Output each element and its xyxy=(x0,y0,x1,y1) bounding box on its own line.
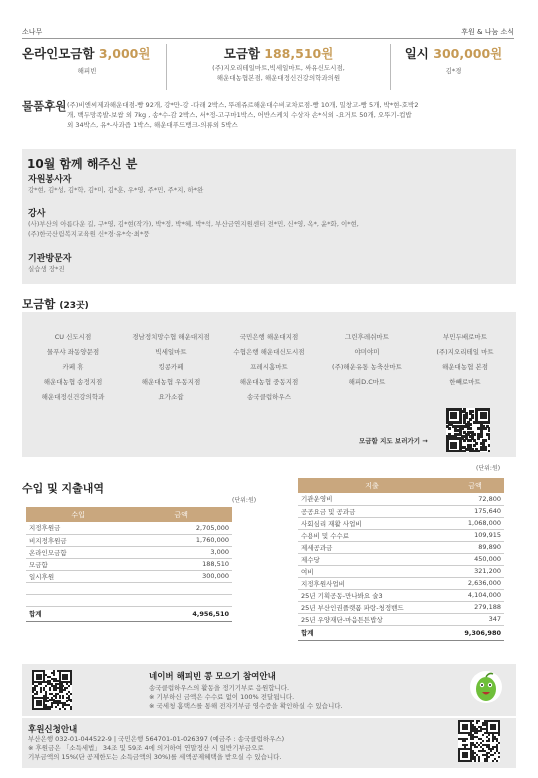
naver-line: ※ 국세청 홈택스를 통해 전자기부금 영수증을 확인하실 수 있습니다. xyxy=(149,702,343,710)
row-label: 지정후원사업비 xyxy=(298,577,446,589)
row-amount: 89,890 xyxy=(446,541,504,553)
box-location: 해운대정신건강의학과 xyxy=(41,393,105,401)
boxes-heading xyxy=(22,296,89,312)
row-label: 제세공과금 xyxy=(298,541,446,553)
summary-amount: 300,000원 xyxy=(433,46,503,61)
empty-row xyxy=(26,594,232,606)
table-row xyxy=(298,613,504,625)
row-amount: 72,800 xyxy=(446,493,504,505)
visitors-text: 실습생 장*진 xyxy=(28,265,65,273)
row-label: 일시후원 xyxy=(26,570,130,582)
row-label: 기관운영비 xyxy=(298,493,446,505)
box-location: 야미야미 xyxy=(354,348,380,356)
row-label: 모금함 xyxy=(26,558,130,570)
table-row xyxy=(298,601,504,613)
box-location: 부민두배로마트 xyxy=(443,333,487,341)
table-row xyxy=(298,517,504,529)
row-amount: 2,636,000 xyxy=(446,577,504,589)
row-amount: 3,000 xyxy=(130,546,232,558)
qr-code-icon[interactable] xyxy=(32,670,72,710)
visitors-section xyxy=(28,251,508,274)
naver-panel xyxy=(22,664,516,716)
goods-line: 개, 백두망족발-보쌈 외 7kg , 송*수-감 2박스, 서*정-고구마1박스, 어반스케치 수상자 손*식외 -요거트 50개, 오뚜기-컵밥 xyxy=(67,111,412,119)
thanks-title: 10월 함께 해주신 분 xyxy=(27,157,138,171)
boxes-title: 모금함 xyxy=(22,297,56,311)
box-location: 킹콩카페 xyxy=(158,363,184,371)
summary-online xyxy=(22,44,152,90)
table-row xyxy=(298,553,504,565)
boxes-count: (23곳) xyxy=(59,301,89,311)
register-line: 기부금액의 15%(단 공제한도는 소득금액의 30%)를 세액공제혜택을 받으실 수 있습니다. xyxy=(28,753,282,761)
row-amount: 4,104,000 xyxy=(446,589,504,601)
box-location: CU 신도시점 xyxy=(54,333,92,341)
row-label: 수용비 및 수수료 xyxy=(298,529,446,541)
summary-amount: 3,000원 xyxy=(98,46,151,61)
table-row xyxy=(298,577,504,589)
qr-code-icon[interactable] xyxy=(446,408,490,452)
box-location xyxy=(416,392,514,401)
box-location xyxy=(318,392,416,401)
goods-line: (주)비엔씨제과해운대점-빵 92개, 강*만-강 -다래 2박스, 뚜레쥬르해운대수비교차로점-빵 10개, 밀창고-빵 5개, 박*현-호박2 xyxy=(67,101,419,109)
box-location: (주)해운유통 농축산마트 xyxy=(332,363,402,371)
org-name: 소나무 xyxy=(22,28,43,36)
income-unit: (단위:원) xyxy=(232,497,257,504)
map-link[interactable]: 모금함 지도 보러가기 → xyxy=(359,437,428,445)
row-label: 공공요금 및 공과금 xyxy=(298,505,446,517)
row-label: 여비 xyxy=(298,565,446,577)
box-location: 경남정치망수협 해운대지점 xyxy=(132,333,210,341)
row-amount: 321,200 xyxy=(446,565,504,577)
summary-box xyxy=(166,44,390,90)
box-location: 해피D.C마트 xyxy=(348,378,386,386)
summary-label: 모금함 xyxy=(223,46,260,61)
total-row xyxy=(26,606,232,621)
register-line: 부산은행 032-01-044522-9 | 국민은행 564701-01-026397 (예금주 : 송국클럽하우스) xyxy=(28,735,285,743)
summary-label: 온라인모금함 xyxy=(22,46,95,61)
box-location: (주)지오리테일 마트 xyxy=(436,348,494,356)
register-panel xyxy=(22,718,516,768)
lecturers-title: 강사 xyxy=(28,209,46,219)
row-label: 온라인모금함 xyxy=(26,546,130,558)
table-row xyxy=(26,570,232,582)
box-location: 그린후레쉬마트 xyxy=(345,333,389,341)
volunteers-section xyxy=(28,172,508,195)
income-col-item: 수입 xyxy=(26,507,130,522)
table-row xyxy=(298,529,504,541)
box-location: 카페 휴 xyxy=(62,363,84,371)
total-label: 합계 xyxy=(298,625,446,640)
lecturers-text: (주)한국산림복지교육원 신*경·유*숙·최*풍 xyxy=(28,230,150,238)
table-row xyxy=(26,534,232,546)
box-location: 수협은행 해운대신도시점 xyxy=(233,348,305,356)
boxes-grid xyxy=(24,332,514,401)
box-location: 프레시홈마트 xyxy=(250,363,288,371)
green-bean-mascot-icon xyxy=(469,669,503,705)
total-amount: 9,306,980 xyxy=(446,625,504,640)
visitors-title: 기관방문자 xyxy=(28,254,72,264)
row-amount: 2,705,000 xyxy=(130,522,232,534)
table-row xyxy=(298,589,504,601)
row-label: 25년 우양재단-마음튼튼밥상 xyxy=(298,613,446,625)
table-row xyxy=(26,558,232,570)
expense-col-item: 지출 xyxy=(298,478,446,493)
row-amount: 347 xyxy=(446,613,504,625)
expense-table xyxy=(298,478,504,641)
box-location: 한빼로마트 xyxy=(449,378,481,386)
lecturers-text: (사)부산의 아름다운 길, 구*영, 김*현(작가), 박*정, 박*혜, 박*석, 부산금연지원센터 전*민, 신*영, 옥*, 윤*화, 이*현, xyxy=(28,220,359,228)
box-location: 해운대농협 우동지점 xyxy=(141,378,201,386)
box-location: 해운대농협 중동지점 xyxy=(239,378,299,386)
row-label: 제수당 xyxy=(298,553,446,565)
newsletter-title: 후원 & 나눔 소식 xyxy=(461,28,514,36)
summary-note: 해운대농협본점, 해운대정신건강의학과의원 xyxy=(216,74,341,82)
goods-line: 외 34박스, 유*-사과즙 1박스, 해운대푸드뱅크-의류외 5박스 xyxy=(67,121,238,129)
box-location: 빅세일마트 xyxy=(155,348,187,356)
row-amount: 1,068,000 xyxy=(446,517,504,529)
summary-amount: 188,510원 xyxy=(264,46,334,61)
row-amount: 300,000 xyxy=(130,570,232,582)
table-row xyxy=(298,505,504,517)
total-label: 합계 xyxy=(26,606,130,621)
qr-code-icon[interactable] xyxy=(458,720,500,762)
table-row xyxy=(298,541,504,553)
naver-line: 송국클럽하우스의 활동을 정기기부로 응원합니다. xyxy=(149,684,290,692)
donation-summary xyxy=(22,44,516,90)
table-row xyxy=(298,493,504,505)
row-amount: 1,760,000 xyxy=(130,534,232,546)
table-row xyxy=(298,565,504,577)
register-line: ※ 후원금은 「소득세법」 34조 및 59조 4에 의거하여 연말정산 시 일반기부금으로 xyxy=(28,744,264,752)
row-amount: 109,915 xyxy=(446,529,504,541)
table-row xyxy=(26,546,232,558)
box-location: 해운대농협 본점 xyxy=(441,363,489,371)
expense-col-amount: 금액 xyxy=(446,478,504,493)
income-title: 수입 및 지출내역 xyxy=(22,482,105,495)
row-amount: 188,510 xyxy=(130,558,232,570)
box-location: 물푸샤 좌동양문점 xyxy=(46,348,100,356)
lecturers-section xyxy=(28,206,508,239)
row-label: 25년 기획공동-만나봐요 술3 xyxy=(298,589,446,601)
box-location: 해운대농협 송정지점 xyxy=(43,378,103,386)
page-header xyxy=(22,27,514,39)
income-col-amount: 금액 xyxy=(130,507,232,522)
empty-row xyxy=(26,582,232,594)
row-amount: 450,000 xyxy=(446,553,504,565)
volunteers-title: 자원봉사자 xyxy=(28,175,72,185)
goods-title: 물품후원 xyxy=(22,99,67,113)
box-location: 요가소잡 xyxy=(158,393,184,401)
summary-label: 일시 xyxy=(404,46,429,61)
row-amount: 175,640 xyxy=(446,505,504,517)
row-label: 비지정후원금 xyxy=(26,534,130,546)
goods-donation xyxy=(22,98,516,130)
summary-note: 김*경 xyxy=(445,67,462,75)
naver-line: ※ 기부하신 금액은 수수료 없이 100% 전달됩니다. xyxy=(149,693,295,701)
register-title: 후원신청안내 xyxy=(28,725,78,735)
total-amount: 4,956,510 xyxy=(130,606,232,621)
row-label: 25년 부산인권플랫폼 파랑-청정밴드 xyxy=(298,601,446,613)
box-location: 국민은행 해운대지점 xyxy=(239,333,299,341)
volunteers-text: 강*현, 김*성, 김*학, 김*미, 김*훈, 우*영, 주*민, 주*지, 하*완 xyxy=(28,186,204,194)
unit-label: (단위:원) xyxy=(476,465,501,472)
row-amount: 279,188 xyxy=(446,601,504,613)
row-label: 사회심리 재활 사업비 xyxy=(298,517,446,529)
total-row xyxy=(298,625,504,640)
box-location: 송국클럽하우스 xyxy=(247,393,291,401)
summary-onetime xyxy=(390,44,516,90)
summary-note: 해피빈 xyxy=(77,67,97,75)
row-label: 지정후원금 xyxy=(26,522,130,534)
table-row xyxy=(26,522,232,534)
thanks-panel xyxy=(22,149,516,284)
income-table xyxy=(26,507,232,622)
summary-note: (주)지오리테일마트,빅세일마트, 싸유신도시점, xyxy=(212,64,345,72)
naver-title: 네이버 해피빈 콩 모으기 참여안내 xyxy=(149,672,276,682)
boxes-panel xyxy=(22,312,516,457)
